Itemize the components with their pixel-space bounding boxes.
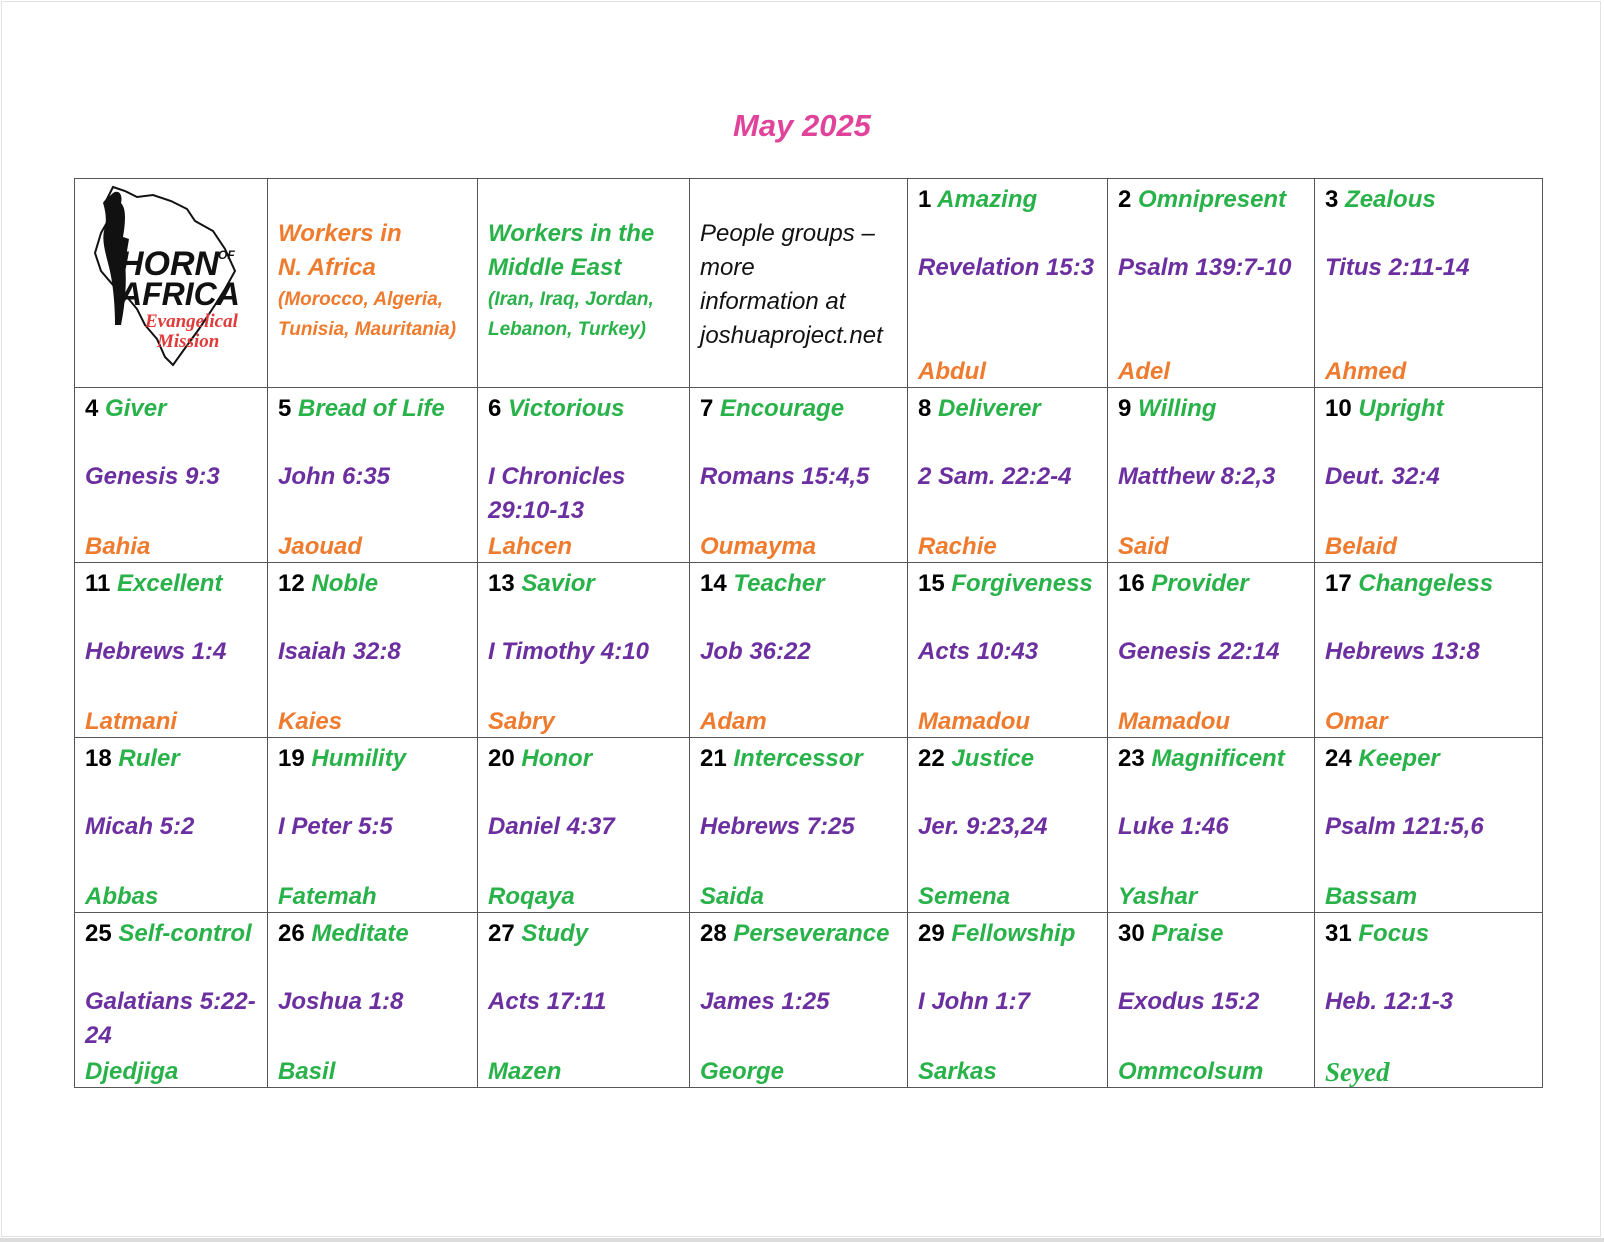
day-number: 3: [1325, 186, 1339, 213]
day-attribute: Omnipresent: [1138, 186, 1287, 213]
day-cell: [478, 563, 690, 738]
day-attribute: Noble: [311, 570, 379, 597]
day-cell: [268, 563, 478, 738]
day-scripture: James 1:25: [700, 988, 830, 1015]
day-attribute: Magnificent: [1151, 745, 1285, 772]
day-number: 29: [918, 920, 945, 947]
day-attribute: Encourage: [720, 395, 845, 422]
day-attribute: Study: [521, 920, 589, 947]
day-cell: [908, 563, 1108, 738]
day-attribute: Forgiveness: [951, 570, 1093, 597]
day-person-name: George: [700, 1058, 785, 1085]
day-scripture: Hebrews 13:8: [1325, 638, 1480, 665]
day-cell: [75, 563, 268, 738]
day-attribute: Giver: [105, 395, 167, 422]
day-person-name: Kaies: [278, 708, 343, 735]
people-groups-link: joshuaproject.net: [700, 322, 883, 349]
header-row: [75, 179, 1543, 388]
day-scripture: I John 1:7: [918, 988, 1031, 1015]
day-scripture: Acts 10:43: [918, 638, 1039, 665]
north-africa-countries: (Morocco, Algeria, Tunisia, Mauritania): [278, 289, 457, 340]
day-person-name: Abbas: [85, 883, 159, 910]
day-number: 25: [85, 920, 112, 947]
day-cell: [908, 738, 1108, 913]
day-person-name: Yashar: [1118, 883, 1198, 910]
day-scripture: I Peter 5:5: [278, 813, 393, 840]
day-number: 30: [1118, 920, 1145, 947]
day-person-name: Bahia: [85, 533, 151, 560]
day-scripture: Job 36:22: [700, 638, 811, 665]
day-attribute: Bread of Life: [298, 395, 445, 422]
day-person-name: Mamadou: [1118, 708, 1231, 735]
day-scripture: Acts 17:11: [488, 988, 607, 1015]
week-row: [75, 563, 1543, 738]
day-cell: [690, 738, 908, 913]
day-person-name: Djedjiga: [85, 1058, 179, 1085]
day-person-name: Mazen: [488, 1058, 562, 1085]
day-cell: [268, 388, 478, 563]
day-attribute: Provider: [1151, 570, 1249, 597]
header-people-groups: [690, 179, 908, 388]
day-person-name: Belaid: [1325, 533, 1398, 560]
day-number: 18: [85, 745, 112, 772]
day-attribute: Changeless: [1358, 570, 1494, 597]
day-attribute: Focus: [1358, 920, 1430, 947]
day-cell: [1108, 563, 1315, 738]
day-scripture: Psalm 139:7-10: [1118, 254, 1292, 281]
day-scripture: Luke 1:46: [1118, 813, 1229, 840]
north-africa-title-2: N. Africa: [278, 254, 376, 281]
week-row: [75, 913, 1543, 1088]
day-scripture: Jer. 9:23,24: [918, 813, 1048, 840]
day-attribute: Humility: [311, 745, 407, 772]
day-attribute: Self-control: [118, 920, 252, 947]
day-person-name: Lahcen: [488, 533, 573, 560]
day-attribute: Zealous: [1345, 186, 1436, 213]
day-attribute: Victorious: [508, 395, 625, 422]
day-number: 8: [918, 395, 932, 422]
day-cell: [908, 913, 1108, 1088]
day-number: 27: [488, 920, 515, 947]
day-person-name: Fatemah: [278, 883, 377, 910]
day-number: 11: [85, 570, 111, 597]
day-scripture: Daniel 4:37: [488, 813, 615, 840]
day-number: 17: [1325, 570, 1352, 597]
day-person-name: Saida: [700, 883, 765, 910]
day-scripture: Titus 2:11-14: [1325, 254, 1470, 281]
day-scripture: Micah 5:2: [85, 813, 195, 840]
day-scripture: 2 Sam. 22:2-4: [918, 463, 1072, 490]
day-number: 5: [278, 395, 292, 422]
day-number: 23: [1118, 745, 1145, 772]
day-number: 7: [700, 395, 714, 422]
prayer-calendar: [74, 178, 1543, 1088]
day-cell: [1315, 388, 1543, 563]
day-scripture: Joshua 1:8: [278, 988, 404, 1015]
day-scripture: Exodus 15:2: [1118, 988, 1260, 1015]
day-number: 14: [700, 570, 727, 597]
middle-east-countries: (Iran, Iraq, Jordan, Lebanon, Turkey): [488, 289, 654, 340]
day-person-name: Said: [1118, 533, 1169, 560]
people-groups-line-2: more: [700, 254, 755, 281]
day-person-name: Sarkas: [918, 1058, 997, 1085]
day-attribute: Perseverance: [733, 920, 890, 947]
day-scripture: Revelation 15:3: [918, 254, 1095, 281]
logo-of-text: OF: [218, 248, 235, 262]
day-cell: [268, 738, 478, 913]
day-person-name: Bassam: [1325, 883, 1418, 910]
day-cell: [1315, 179, 1543, 388]
header-middle-east: [478, 179, 690, 388]
day-cell: [1108, 179, 1315, 388]
day-attribute: Amazing: [937, 186, 1038, 213]
day-number: 16: [1118, 570, 1145, 597]
day-cell: [75, 913, 268, 1088]
day-number: 24: [1325, 745, 1352, 772]
day-cell: [1108, 738, 1315, 913]
day-number: 20: [488, 745, 515, 772]
page-bottom-edge: [0, 1238, 1604, 1242]
day-scripture: Psalm 121:5,6: [1325, 813, 1484, 840]
week-row: [75, 738, 1543, 913]
day-cell: [908, 179, 1108, 388]
day-cell: [1108, 913, 1315, 1088]
day-number: 31: [1325, 920, 1352, 947]
day-person-name: Oumayma: [700, 533, 817, 560]
day-person-name: Sabry: [488, 708, 555, 735]
day-cell: [1315, 913, 1543, 1088]
day-cell: [690, 563, 908, 738]
day-cell: [690, 913, 908, 1088]
day-scripture: Deut. 32:4: [1325, 463, 1440, 490]
day-scripture: John 6:35: [278, 463, 391, 490]
logo-horn-text: HORN: [119, 245, 220, 283]
day-person-name: Roqaya: [488, 883, 575, 910]
day-person-name: Mamadou: [918, 708, 1031, 735]
day-number: 10: [1325, 395, 1352, 422]
day-attribute: Excellent: [117, 570, 223, 597]
day-attribute: Fellowship: [951, 920, 1076, 947]
day-attribute: Justice: [951, 745, 1035, 772]
day-number: 1: [918, 186, 932, 213]
header-north-africa: [268, 179, 478, 388]
day-number: 22: [918, 745, 945, 772]
day-attribute: Deliverer: [938, 395, 1041, 422]
day-number: 15: [918, 570, 945, 597]
day-scripture: Hebrews 7:25: [700, 813, 855, 840]
day-attribute: Teacher: [733, 570, 825, 597]
day-number: 19: [278, 745, 305, 772]
day-scripture: Hebrews 1:4: [85, 638, 227, 665]
logo-mission-text: Mission: [157, 331, 220, 352]
day-person-name: Adel: [1118, 358, 1171, 385]
middle-east-title-1: Workers in the: [488, 220, 655, 247]
calendar-title: May 2025: [733, 108, 871, 143]
day-number: 9: [1118, 395, 1132, 422]
day-cell: [908, 388, 1108, 563]
day-cell: [478, 913, 690, 1088]
day-person-name: Abdul: [918, 358, 986, 385]
day-number: 26: [278, 920, 305, 947]
day-person-name: Omar: [1325, 708, 1388, 735]
day-cell: [478, 738, 690, 913]
logo-cell: [75, 179, 268, 388]
day-number: 28: [700, 920, 727, 947]
north-africa-title-1: Workers in: [278, 220, 402, 247]
day-scripture: I Chronicles 29:10-13: [488, 463, 626, 524]
logo-africa-text: AFRICA: [119, 276, 240, 312]
day-number: 12: [278, 570, 305, 597]
people-groups-line-1: People groups –: [700, 220, 875, 247]
day-scripture: Isaiah 32:8: [278, 638, 401, 665]
day-cell: [75, 388, 268, 563]
day-person-name: Jaouad: [278, 533, 363, 560]
day-cell: [268, 913, 478, 1088]
day-number: 13: [488, 570, 515, 597]
people-groups-line-3: information at: [700, 288, 846, 315]
day-attribute: Ruler: [118, 745, 180, 772]
day-person-name: Latmani: [85, 708, 178, 735]
day-attribute: Keeper: [1358, 745, 1440, 772]
day-cell: [1315, 563, 1543, 738]
day-person-name: Adam: [700, 708, 767, 735]
day-attribute: Honor: [521, 745, 593, 772]
day-cell: [478, 388, 690, 563]
day-scripture: Genesis 9:3: [85, 463, 220, 490]
day-attribute: Meditate: [311, 920, 409, 947]
day-number: 21: [700, 745, 727, 772]
day-number: 4: [85, 395, 99, 422]
day-attribute: Savior: [521, 570, 595, 597]
day-cell: [690, 388, 908, 563]
day-cell: [1315, 738, 1543, 913]
week-row: [75, 388, 1543, 563]
day-scripture: Romans 15:4,5: [700, 463, 870, 490]
day-scripture: Heb. 12:1-3: [1325, 988, 1454, 1015]
day-attribute: Willing: [1138, 395, 1217, 422]
day-scripture: Matthew 8:2,3: [1118, 463, 1276, 490]
day-person-name: Seyed: [1325, 1057, 1390, 1087]
middle-east-title-2: Middle East: [488, 254, 622, 281]
day-person-name: Ommcolsum: [1118, 1058, 1264, 1085]
day-number: 6: [488, 395, 502, 422]
day-scripture: I Timothy 4:10: [488, 638, 649, 665]
day-cell: [75, 738, 268, 913]
day-person-name: Rachie: [918, 533, 997, 560]
day-scripture: Galatians 5:22-24: [85, 988, 256, 1049]
day-attribute: Praise: [1151, 920, 1224, 947]
day-person-name: Ahmed: [1325, 358, 1407, 385]
day-number: 2: [1118, 186, 1132, 213]
day-person-name: Basil: [278, 1058, 336, 1085]
day-attribute: Upright: [1358, 395, 1444, 422]
horn-of-africa-logo: [75, 179, 265, 377]
day-scripture: Genesis 22:14: [1118, 638, 1280, 665]
day-attribute: Intercessor: [733, 745, 863, 772]
day-cell: [1108, 388, 1315, 563]
logo-evangelical-text: Evangelical: [145, 311, 238, 332]
day-person-name: Semena: [918, 883, 1011, 910]
